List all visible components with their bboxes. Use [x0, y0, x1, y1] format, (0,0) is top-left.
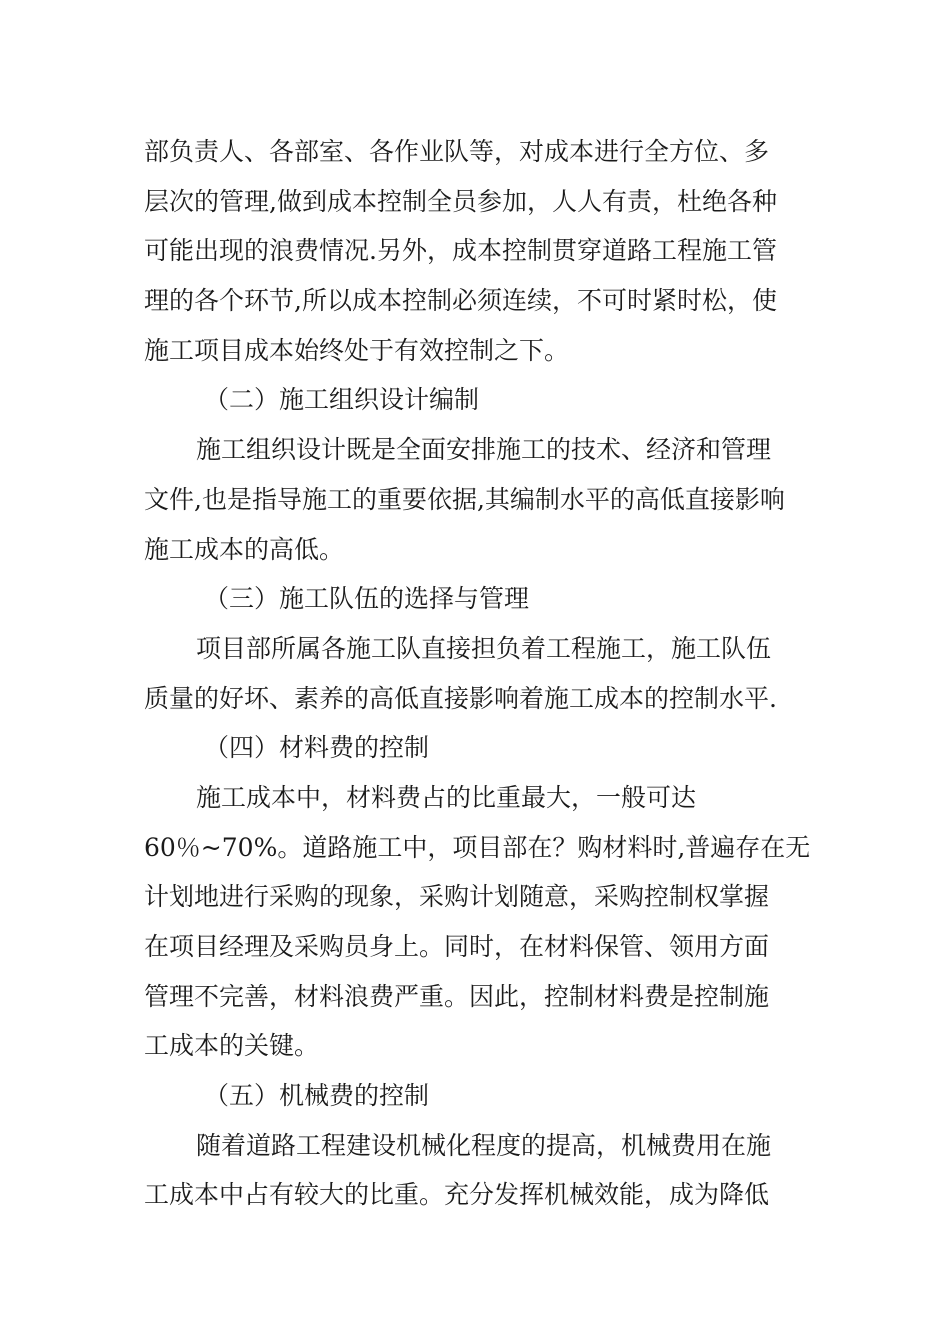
paragraph-first-line: 项目部所属各施工队直接担负着工程施工，施工队伍	[196, 633, 772, 663]
paragraph-first-line: 随着道路工程建设机械化程度的提高，机械费用在施	[196, 1130, 772, 1160]
text-line: 施工成本的高低。	[144, 534, 345, 564]
text-line: 质量的好坏、素养的高低直接影响着施工成本的控制水平.	[144, 683, 777, 713]
text-line: 可能出现的浪费情况.另外，成本控制贯穿道路工程施工管	[144, 236, 777, 266]
paragraph-first-line: 施工成本中，材料费占的比重最大，一般可达	[196, 782, 697, 812]
text-line: 在项目经理及采购员身上。同时，在材料保管、领用方面	[144, 932, 770, 961]
section-heading: （二）施工组织设计编制	[204, 385, 480, 415]
paragraph-first-line: 施工组织设计既是全面安排施工的技术、经济和管理	[196, 435, 772, 465]
section-heading: （三）施工队伍的选择与管理	[204, 584, 530, 614]
section-heading: （五）机械费的控制	[204, 1081, 430, 1111]
text-line: 管理不完善，材料浪费严重。因此，控制材料费是控制施	[144, 981, 770, 1011]
section-heading: （四）材料费的控制	[204, 733, 430, 763]
document-body	[144, 127, 824, 1220]
text-line: 理的各个环节,所以成本控制必须连续，不可时紧时松，使	[144, 286, 777, 316]
text-line: 60％~70%。道路施工中，项目部在？购材料时,普遍存在无	[144, 832, 811, 862]
text-line: 工成本中占有较大的比重。充分发挥机械效能，成为降低	[144, 1180, 770, 1210]
text-line: 施工项目成本始终处于有效控制之下。	[144, 335, 570, 365]
text-line: 文件,也是指导施工的重要依据,其编制水平的高低直接影响	[144, 484, 785, 514]
text-line: 层次的管理,做到成本控制全员参加，人人有责，杜绝各种	[144, 186, 777, 216]
text-line: 工成本的关键。	[144, 1031, 320, 1061]
text-line: 计划地进行采购的现象，采购计划随意，采购控制权掌握	[144, 882, 770, 912]
text-line: 部负责人、各部室、各作业队等，对成本进行全方位、多	[144, 137, 770, 166]
